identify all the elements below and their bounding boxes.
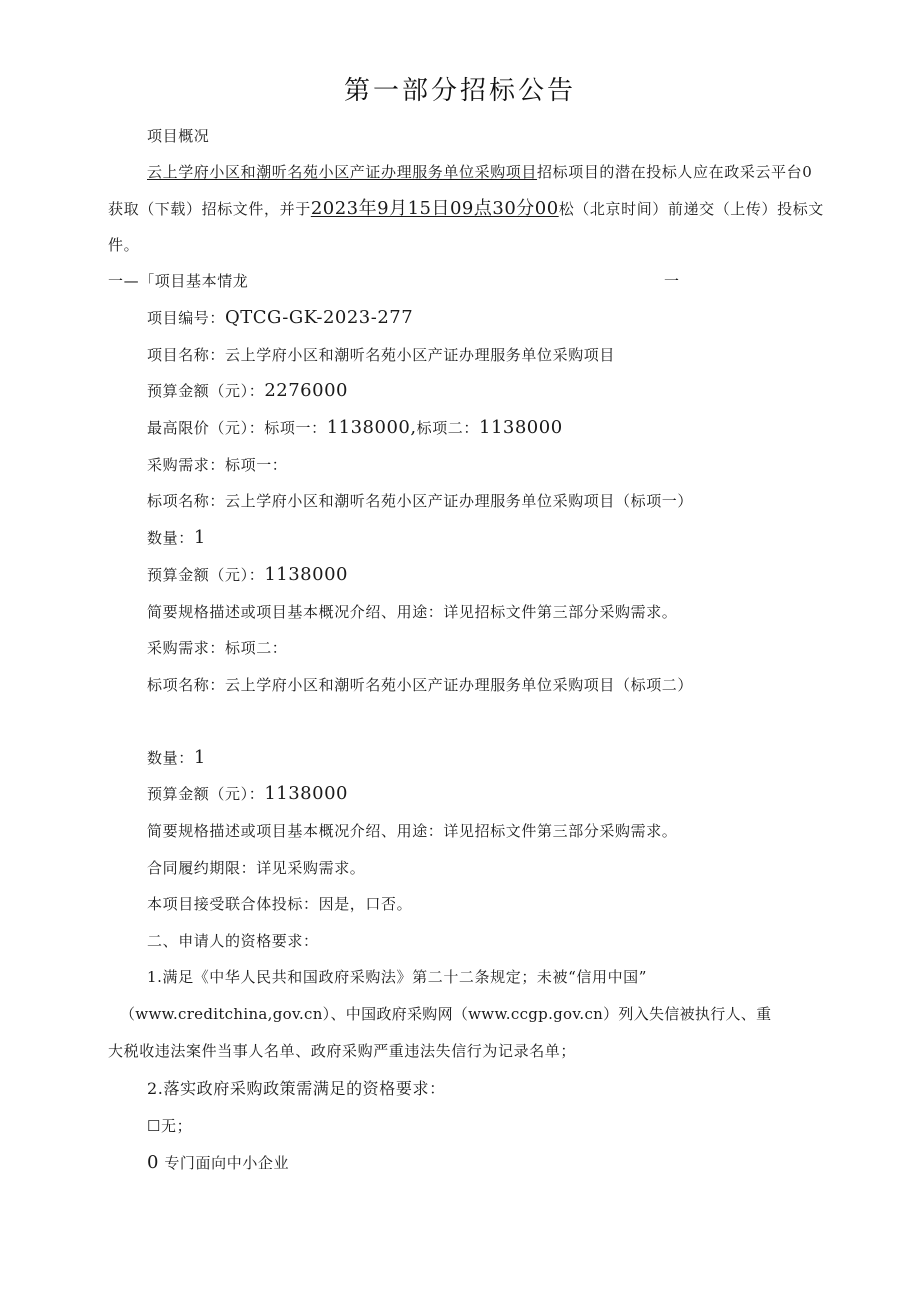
project-budget	[147, 381, 348, 401]
section-1-heading: 一—「项目基本情龙	[108, 272, 249, 290]
lot-2-description: 简要规格描述或项目基本概况介绍、用途：详见招标文件第三部分采购需求。	[147, 822, 678, 840]
consortium-bid: 本项目接受联合体投标：因是，口否。	[147, 895, 413, 913]
lot-2-budget	[147, 784, 348, 804]
lot-1-budget-label: 预算金额（元）：	[147, 566, 265, 584]
contract-period: 合同履约期限：详见采购需求。	[147, 859, 366, 877]
requirement-1-line-3: 大税收违法案件当事人名单、政府采购严重违法失信行为记录名单；	[108, 1042, 577, 1060]
page-title: 第一部分招标公告	[343, 76, 576, 106]
max-price-lot-1: 1138000,	[326, 417, 417, 438]
overview-heading: 项目概况	[147, 127, 210, 145]
requirement-1-line-2: （www.creditchina,gov.cn）、中国政府采购网（www.ccgp.gov.cn）列入失信被执行人、重	[120, 1005, 772, 1023]
lot-1-budget	[147, 565, 348, 585]
lot-1-demand: 采购需求：标项一：	[147, 456, 288, 474]
overview-text-2a: 获取（下载）招标文件，并于	[108, 200, 311, 218]
option-sme	[147, 1153, 289, 1173]
lot-2-demand: 采购需求：标项二：	[147, 639, 288, 657]
max-price	[147, 418, 563, 438]
lot-1-description: 简要规格描述或项目基本概况介绍、用途：详见招标文件第三部分采购需求。	[147, 603, 678, 621]
section-2-heading: 二、申请人的资格要求：	[147, 932, 319, 950]
max-price-mid-label: 标项二：	[416, 419, 479, 437]
lot-2-quantity	[147, 748, 206, 768]
lot-1-name: 标项名称：云上学府小区和潮听名苑小区产证办理服务单位采购项目（标项一）	[147, 492, 694, 510]
lot-2-budget-label: 预算金额（元）：	[147, 785, 265, 803]
requirement-2: 2.落实政府采购政策需满足的资格要求：	[147, 1079, 446, 1098]
max-price-lot-2: 1138000	[479, 417, 563, 438]
project-name-link: 云上学府小区和潮听名苑小区产证办理服务单位采购项目	[147, 163, 538, 181]
lot-2-quantity-value: 1	[193, 747, 206, 768]
overview-text-1: 招标项目的潜在投标人应在政采云平台0	[537, 163, 813, 181]
deadline-value: 2023年9月15日09点30分00	[310, 198, 559, 219]
lot-1-quantity-label: 数量：	[147, 529, 194, 547]
overview-line-1	[147, 162, 812, 182]
project-budget-label: 预算金额（元）：	[147, 382, 265, 400]
requirement-1-line-1: 1.满足《中华人民共和国政府采购法》第二十二条规定；未被“信用中国”	[147, 968, 648, 986]
lot-2-name: 标项名称：云上学府小区和潮听名苑小区产证办理服务单位采购项目（标项二）	[147, 676, 694, 694]
lot-1-quantity	[147, 528, 206, 548]
option-sme-mark: 0	[147, 1152, 159, 1173]
lot-2-quantity-label: 数量：	[147, 749, 194, 767]
overview-line-2	[108, 199, 824, 219]
project-number-value: QTCG-GK-2023-277	[225, 307, 414, 328]
project-budget-value: 2276000	[264, 380, 348, 401]
option-none: ☐无；	[147, 1117, 193, 1135]
section-1-tail: 一	[664, 272, 680, 290]
lot-1-quantity-value: 1	[193, 527, 206, 548]
lot-2-budget-value: 1138000	[264, 783, 348, 804]
option-sme-label: 专门面向中小企业	[164, 1154, 290, 1172]
project-number-label: 项目编号：	[147, 309, 226, 327]
max-price-label: 最高限价（元）：标项一：	[147, 419, 327, 437]
project-number	[147, 308, 413, 328]
overview-text-2b: 松（北京时间）前递交（上传）投标文	[558, 200, 824, 218]
project-name: 项目名称：云上学府小区和潮听名苑小区产证办理服务单位采购项目	[147, 346, 616, 364]
lot-1-budget-value: 1138000	[264, 564, 348, 585]
overview-line-3: 件。	[108, 236, 140, 254]
